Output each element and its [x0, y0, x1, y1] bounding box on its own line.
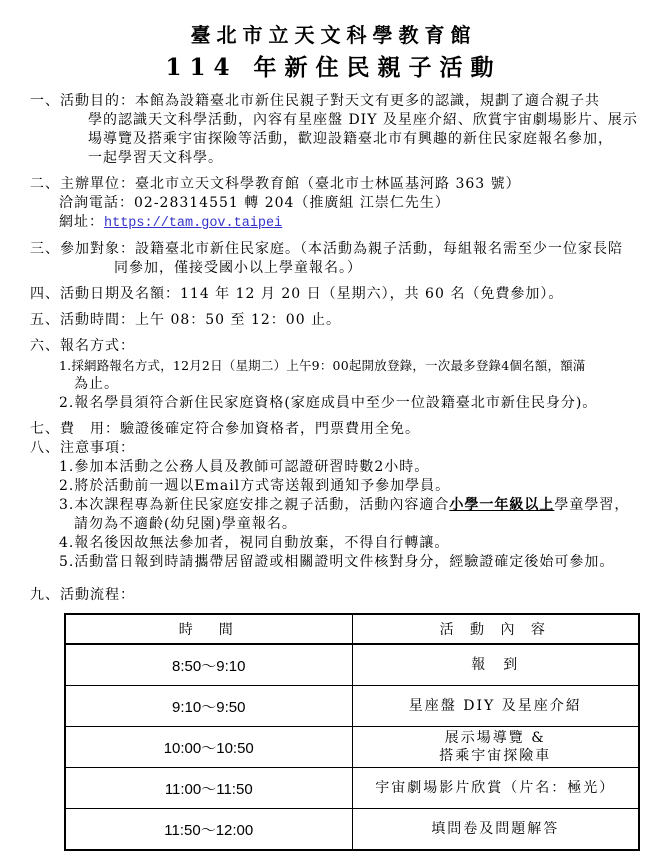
section-line [0, 285, 667, 304]
text-run: 學的認識天文科學活動，內容有星座盤 DIY 及星座介紹、欣賞宇宙劇場影片、展示 [88, 112, 638, 128]
section-line [0, 213, 667, 233]
text-run: 六、報名方式： [30, 338, 135, 354]
schedule-row [65, 727, 639, 768]
emphasized-text: 小學一年級以上 [449, 497, 555, 513]
section-registration [0, 337, 667, 413]
text-run: 1.參加本活動之公務人員及教師可認證研習時數2小時。 [59, 459, 430, 475]
museum-website-link[interactable]: https://tam.gov.taipei [104, 216, 283, 231]
text-run: 洽詢電話：02-28314551 轉 204（推廣組 江崇仁先生） [59, 195, 450, 211]
section-line [0, 439, 667, 458]
text-run: 場導覽及搭乘宇宙探險等活動，歡迎設籍臺北市有興趣的新住民家庭報名參加， [88, 131, 613, 147]
document-title: 臺北市立天文科學教育館 [190, 23, 477, 47]
section-line [0, 337, 667, 356]
schedule-rows [65, 644, 639, 850]
section-line [0, 240, 667, 259]
schedule-col-time: 時 間 [65, 614, 352, 644]
section-line [0, 356, 667, 375]
text-run: 2.報名學員須符合新住民家庭資格(家庭成員中至少一位設籍臺北市新住民身分)。 [59, 395, 598, 411]
schedule-header-row [65, 614, 639, 644]
schedule-time-cell: 11:00～11:50 [65, 768, 352, 809]
schedule-content-line: 展示場導覽 & [444, 730, 546, 746]
section-line [0, 194, 667, 213]
section-line [0, 553, 667, 572]
section-fee [0, 420, 667, 439]
schedule-content-cell [352, 768, 639, 809]
schedule-row [65, 809, 639, 851]
section-notes [0, 439, 667, 572]
text-run: 為止。 [74, 376, 119, 392]
schedule-content-line: 報 到 [471, 657, 520, 673]
text-run: 1.採網路報名方式，12月2日（星期二）上午9：00起開放登錄，一次最多登錄4個名額，額滿 [59, 358, 586, 373]
text-run: 4.報名後因故無法參加者，視同自動放棄，不得自行轉讓。 [59, 535, 450, 551]
schedule-content-line: 星座盤 DIY 及星座介紹 [408, 698, 582, 714]
section-line [0, 420, 667, 439]
section-line [0, 130, 667, 149]
text-run: 2.將於活動前一週以Email方式寄送報到通知予參加學員。 [59, 478, 451, 494]
section-line [0, 375, 667, 394]
section-line [0, 92, 667, 111]
section-line [0, 149, 667, 168]
schedule-content-line: 填問卷及問題解答 [431, 821, 560, 837]
text-run: 二、主辦單位：臺北市立天文科學教育館（臺北市士林區基河路 363 號） [30, 176, 521, 192]
document-body [0, 92, 667, 605]
schedule-content-line: 宇宙劇場影片欣賞（片名：極光） [375, 780, 616, 796]
schedule-time-cell: 11:50～12:00 [65, 809, 352, 851]
text-run: 八、注意事項： [30, 440, 135, 456]
schedule-content-cell [352, 727, 639, 768]
section-time [0, 311, 667, 330]
section-line [0, 394, 667, 413]
schedule-table [64, 613, 640, 851]
text-run: 九、活動流程： [30, 587, 135, 603]
schedule-row [65, 644, 639, 686]
schedule-row [65, 768, 639, 809]
section-audience [0, 240, 667, 278]
schedule-content-cell [352, 644, 639, 686]
schedule-content-cell [352, 686, 639, 727]
section-line [0, 175, 667, 194]
section-purpose [0, 92, 667, 168]
text-run: 3.本次課程專為新住民家庭安排之親子活動，活動內容適合 [59, 497, 450, 513]
schedule-row [65, 686, 639, 727]
section-line [0, 111, 667, 130]
schedule-content-line: 搭乘宇宙探險車 [439, 748, 552, 764]
section-line [0, 534, 667, 553]
text-run: 一起學習天文科學。 [88, 150, 223, 166]
text-run: 5.活動當日報到時請攜帶居留證或相關證明文件核對身分，經驗證確定後始可參加。 [59, 554, 615, 570]
text-run: 七、費 用：驗證後確定符合參加資格者，門票費用全免。 [30, 421, 420, 437]
schedule-content-cell [352, 809, 639, 851]
text-run: 網址： [59, 214, 104, 230]
text-run: 三、參加對象：設籍臺北市新住民家庭。（本活動為親子活動，每組報名需至少一位家長陪 [30, 241, 623, 257]
section-line [0, 586, 667, 605]
text-run: 同參加，僅接受國小以上學童報名。） [114, 260, 362, 276]
text-run: 五、活動時間：上午 08：50 至 12：00 止。 [30, 312, 342, 328]
text-run: 學童學習， [554, 497, 630, 513]
text-run: 請勿為不適齡(幼兒園)學童報名。 [74, 516, 297, 532]
schedule-time-cell: 9:10～9:50 [65, 686, 352, 727]
section-line [0, 515, 667, 534]
schedule-time-cell: 8:50～9:10 [65, 644, 352, 686]
section-line [0, 458, 667, 477]
schedule-col-content: 活 動 內 容 [352, 614, 639, 644]
document-subtitle: 114 年新住民親子活動 [165, 54, 502, 81]
section-line [0, 311, 667, 330]
section-schedule-heading [0, 586, 667, 605]
schedule-time-cell: 10:00～10:50 [65, 727, 352, 768]
section-line [0, 477, 667, 496]
section-organizer [0, 175, 667, 233]
section-line [0, 496, 667, 515]
text-run: 四、活動日期及名額：114 年 12 月 20 日（星期六），共 60 名（免費參加）。 [30, 286, 564, 302]
text-run: 一、活動目的：本館為設籍臺北市新住民親子對天文有更多的認識，規劃了適合親子共 [30, 93, 600, 109]
section-date-quota [0, 285, 667, 304]
section-line [0, 259, 667, 278]
